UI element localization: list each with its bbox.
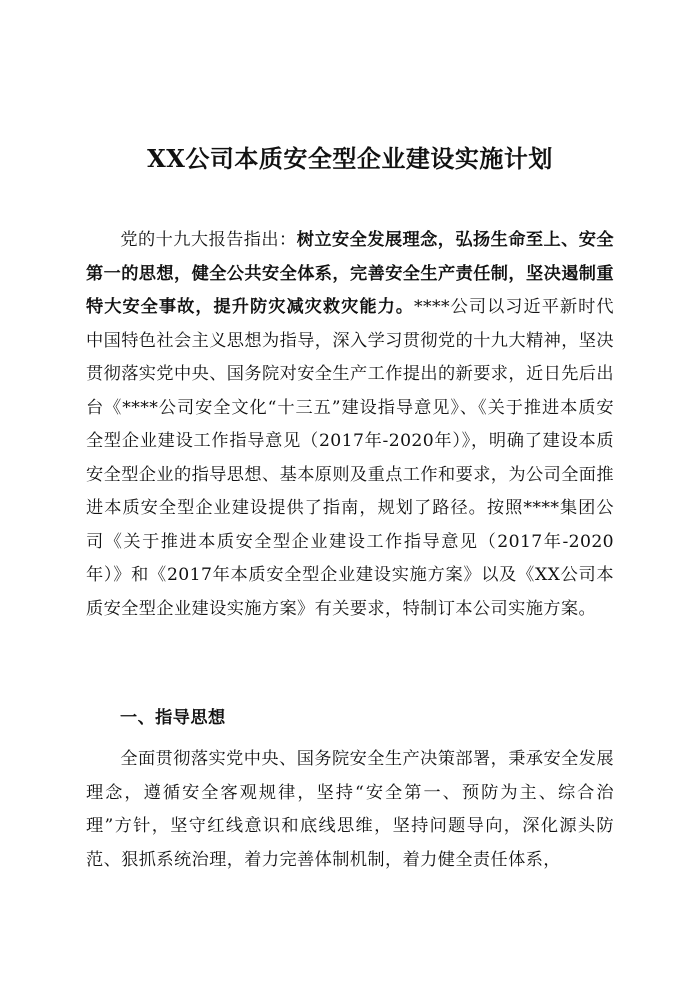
intro-lead-text: 党的十九大报告指出： — [120, 230, 297, 250]
intro-paragraph — [86, 224, 614, 626]
document-title: XX公司本质安全型企业建设实施计划 — [147, 144, 553, 174]
section-heading-guiding-ideology: 一、指导思想 — [120, 708, 226, 728]
intro-body-text: ****公司以习近平新时代中国特色社会主义思想为指导，深入学习贯彻党的十九大精神，坚决贯彻落实党中央、国务院对安全生产工作提出的新要求，近日先后出台《****公司安全文化“十三五”建设指导意见》、《关于推进本质安全型企业建设工作指导意见（2017年-2020年）》，明确了建设本质安全型企业的指导思想、基本原则及重点工作和要求，为公司全面推进本质安全型企业建设提供了指南，规划了路径。按照****集团公司《关于推进本质安全型企业建设工作指导意见（2017年-2020年）》和《2017年本质安全型企业建设实施方案》以及《XX公司本质安全型企业建设实施方案》有关要求，特制订本公司实施方案。 — [86, 297, 614, 619]
intro-emphasis-text: 树立安全发展理念，弘扬生命至上、安全第一的思想，健全公共安全体系，完善安全生产责任制，坚决遏制重特大安全事故，提升防灾减灾救灾能力。 — [86, 230, 614, 317]
section-paragraph-guiding-ideology: 全面贯彻落实党中央、国务院安全生产决策部署，秉承安全发展理念，遵循安全客观规律，坚持“安全第一、预防为主、综合治理”方针，坚守红线意识和底线思维，坚持问题导向，深化源头防范、狠抓系统治理，着力完善体制机制，着力健全责任体系， — [86, 749, 614, 870]
